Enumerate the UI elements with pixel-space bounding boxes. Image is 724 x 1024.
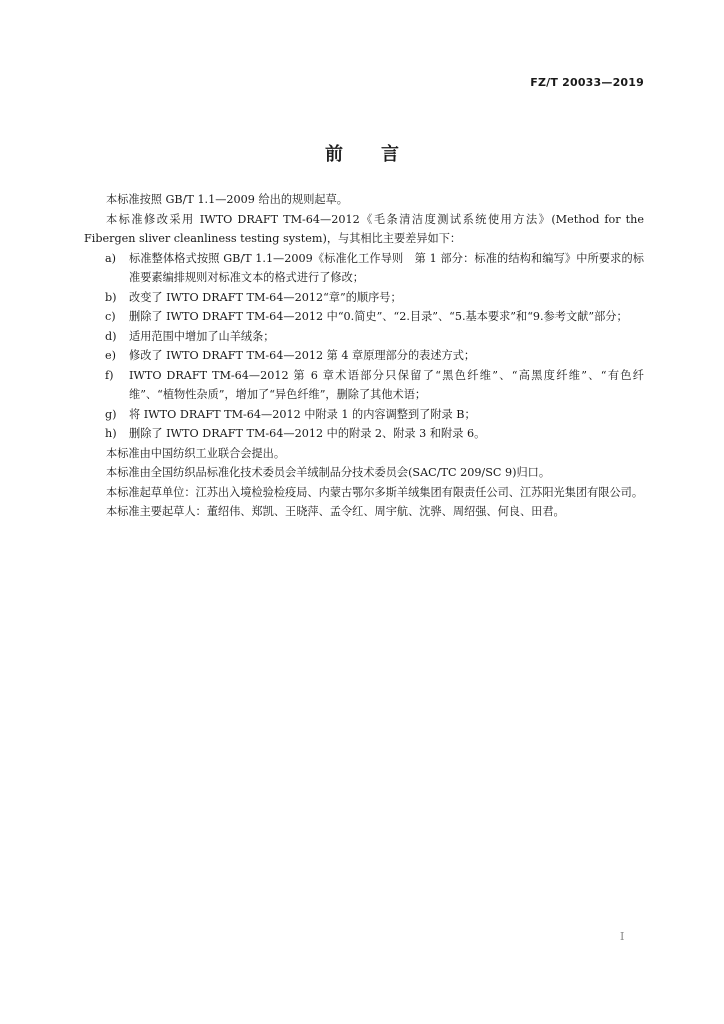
list-marker: h) xyxy=(105,427,117,440)
page-title: 前言 xyxy=(325,144,437,165)
list-item-text: 删除了 IWTO DRAFT TM-64—2012 中“0.简史”、“2.目录”、“5.基本要求”和“9.参考文献”部分； xyxy=(129,310,628,323)
list-item-text: 适用范围中增加了山羊绒条； xyxy=(129,329,275,343)
list-item-text: 将 IWTO DRAFT TM-64—2012 中附录 1 的内容调整到了附录 B； xyxy=(129,407,476,421)
paragraph: 本标准由全国纺织品标准化技术委员会羊绒制品分技术委员会(SAC/TC 209/SC 9)归口。 xyxy=(106,466,551,479)
list-item xyxy=(84,288,644,308)
list-marker: c) xyxy=(105,310,116,323)
list-marker: g) xyxy=(105,407,117,421)
list-marker: a) xyxy=(105,251,117,265)
list-item xyxy=(84,366,644,405)
list-marker: e) xyxy=(105,349,116,362)
list-item-text: IWTO DRAFT TM-64—2012 第 6 章术语部分只保留了“黑色纤维”、“高黑度纤维”、“有色纤维”、“植物性杂质”，增加了“异色纤维”，删除了其他术语； xyxy=(129,368,644,401)
paragraph: 本标准按照 GB/T 1.1—2009 给出的规则起草。 xyxy=(106,193,348,206)
list-item xyxy=(84,307,644,327)
list-item-text: 删除了 IWTO DRAFT TM-64—2012 中的附录 2、附录 3 和附录 6。 xyxy=(129,427,486,440)
list-marker: f) xyxy=(105,368,114,382)
list-item xyxy=(84,424,644,444)
standard-code: FZ/T 20033—2019 xyxy=(530,76,644,89)
paragraph: 本标准起草单位：江苏出入境检验检疫局、内蒙古鄂尔多斯羊绒集团有限责任公司、江苏阳光集团有限公司。 xyxy=(106,485,644,499)
paragraph: 本标准由中国纺织工业联合会提出。 xyxy=(106,446,286,460)
paragraph: 本标准修改采用 IWTO DRAFT TM-64—2012《毛条清洁度测试系统使用方法》(Method for the Fibergen sliver cleanliness testing system)，与其相比主要差异如下： xyxy=(84,212,644,245)
list-item xyxy=(84,346,644,366)
list-item-text: 修改了 IWTO DRAFT TM-64—2012 第 4 章原理部分的表述方式； xyxy=(129,349,476,362)
list-item-text: 改变了 IWTO DRAFT TM-64—2012“章”的顺序号； xyxy=(129,290,402,304)
paragraph: 本标准主要起草人：董绍伟、郑凯、王晓萍、孟令红、周宇航、沈骅、周绍强、何良、田君。 xyxy=(106,505,565,518)
list-marker: d) xyxy=(105,329,117,343)
list-item-text: 标准整体格式按照 GB/T 1.1—2009《标准化工作导则 第 1 部分：标准的结构和编写》中所要求的标准要素编排规则对标准文本的格式进行了修改； xyxy=(129,251,644,284)
list-item xyxy=(84,405,644,425)
page-number: I xyxy=(620,930,625,943)
list-item xyxy=(84,327,644,347)
list-item xyxy=(84,249,644,288)
list-marker: b) xyxy=(105,290,117,304)
document-body xyxy=(84,190,644,522)
